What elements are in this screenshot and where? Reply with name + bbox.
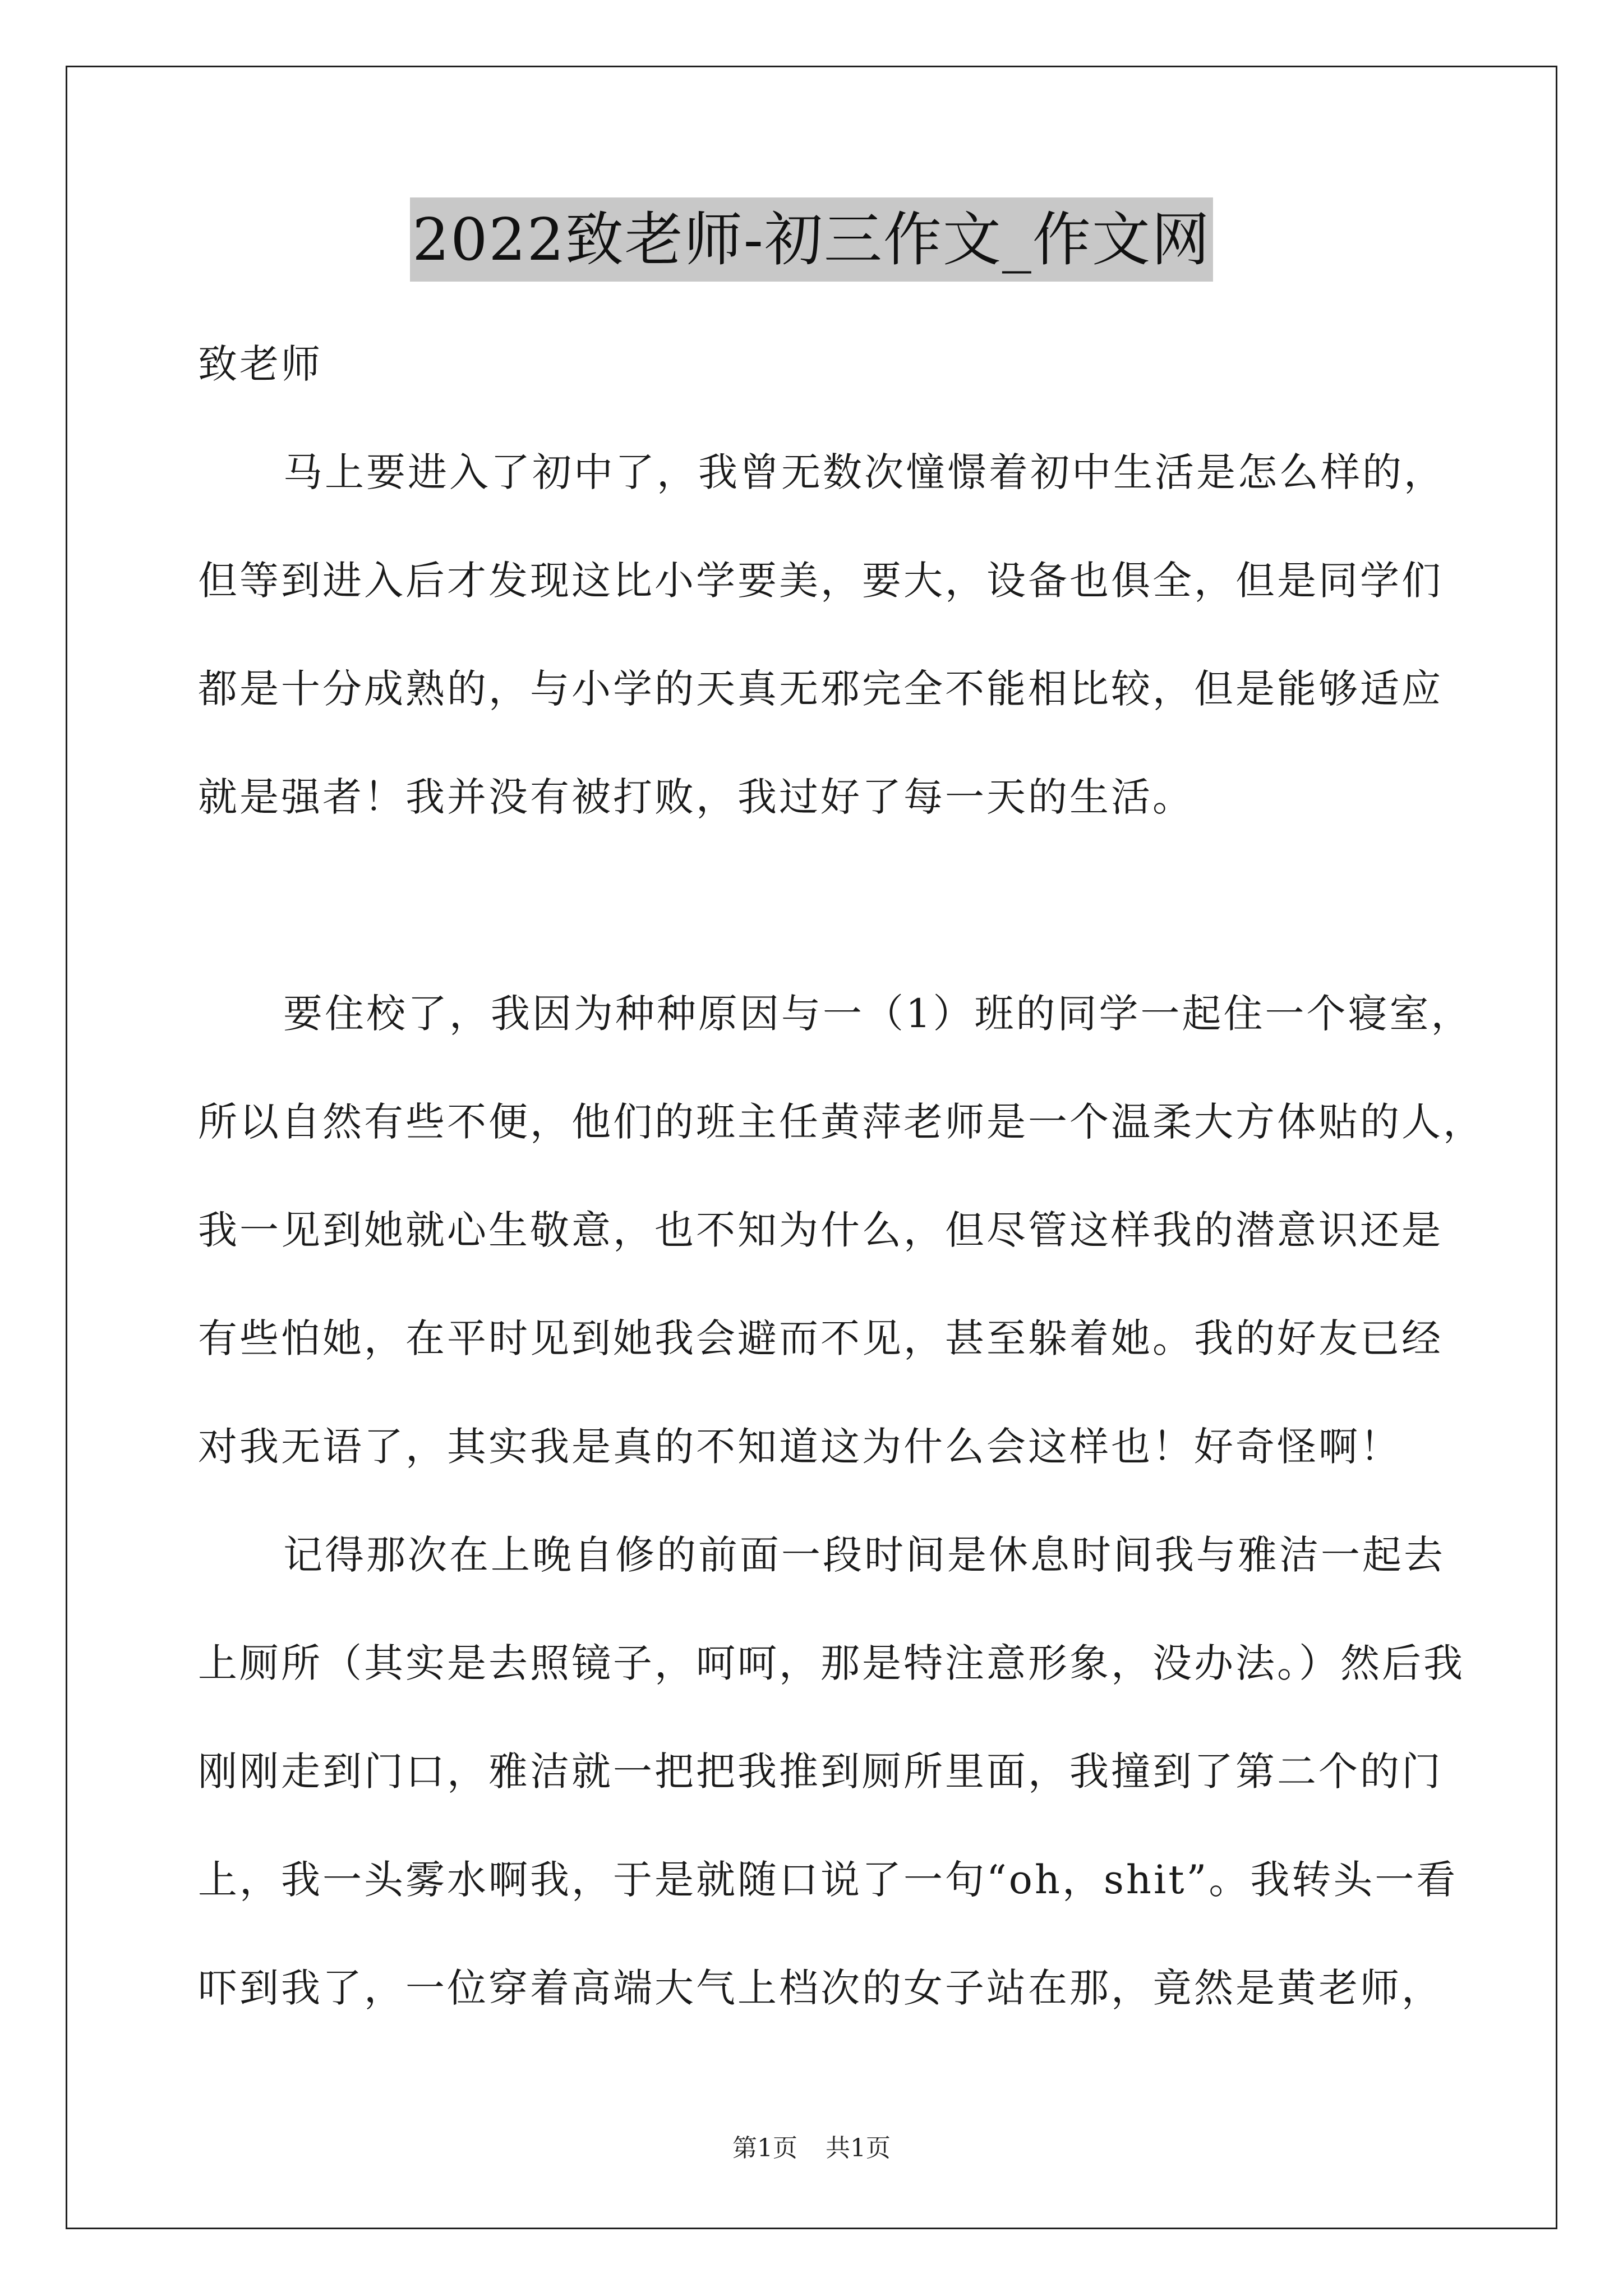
paragraph-line: 有些怕她，在平时见到她我会避而不见，甚至躲着她。我的好友已经: [198, 1315, 1443, 1361]
page-number: 第1页: [732, 2134, 797, 2162]
title-container: [0, 197, 1623, 282]
page-footer: [0, 2132, 1623, 2165]
paragraph-line: 就是强者！我并没有被打败，我过好了每一天的生活。: [198, 774, 1194, 820]
paragraph-spacer: [198, 852, 1465, 960]
paragraph-line: 我一见到她就心生敬意，也不知为什么，但尽管这样我的潜意识还是: [198, 1207, 1443, 1253]
paragraph-line: 记得那次在上晚自修的前面一段时间是休息时间我与雅洁一起去: [283, 1532, 1445, 1578]
paragraph-line: 要住校了，我因为种种原因与一（1）班的同学一起住一个寝室，: [283, 991, 1473, 1037]
paragraph-line: 上厕所（其实是去照镜子，呵呵，那是特注意形象，没办法。）然后我: [198, 1640, 1465, 1686]
paragraph-line: 马上要进入了初中了，我曾无数次憧憬着初中生活是怎么样的，: [283, 449, 1445, 495]
paragraph-line: 但等到进入后才发现这比小学要美，要大，设备也俱全，但是同学们: [198, 558, 1443, 604]
paragraph-line: 刚刚走到门口，雅洁就一把把我推到厕所里面，我撞到了第二个的门: [198, 1749, 1443, 1795]
page-total: 共1页: [826, 2134, 891, 2162]
paragraph-line: 所以自然有些不便，他们的班主任黄萍老师是一个温柔大方体贴的人，: [198, 1099, 1484, 1145]
page-title: 2022致老师-初三作文_作文网: [410, 197, 1213, 282]
section-heading: 致老师: [198, 341, 322, 387]
paragraph-line: 上，我一头雾水啊我，于是就随口说了一句“oh，shit”。我转头一看: [198, 1857, 1458, 1903]
paragraph-line: 吓到我了，一位穿着高端大气上档次的女子站在那，竟然是黄老师，: [198, 1965, 1443, 2011]
document-body: [198, 310, 1484, 2042]
paragraph-line: 对我无语了，其实我是真的不知道这为什么会这样也！好奇怪啊！: [198, 1424, 1401, 1470]
paragraph-line: 都是十分成熟的，与小学的天真无邪完全不能相比较，但是能够适应: [198, 666, 1443, 712]
